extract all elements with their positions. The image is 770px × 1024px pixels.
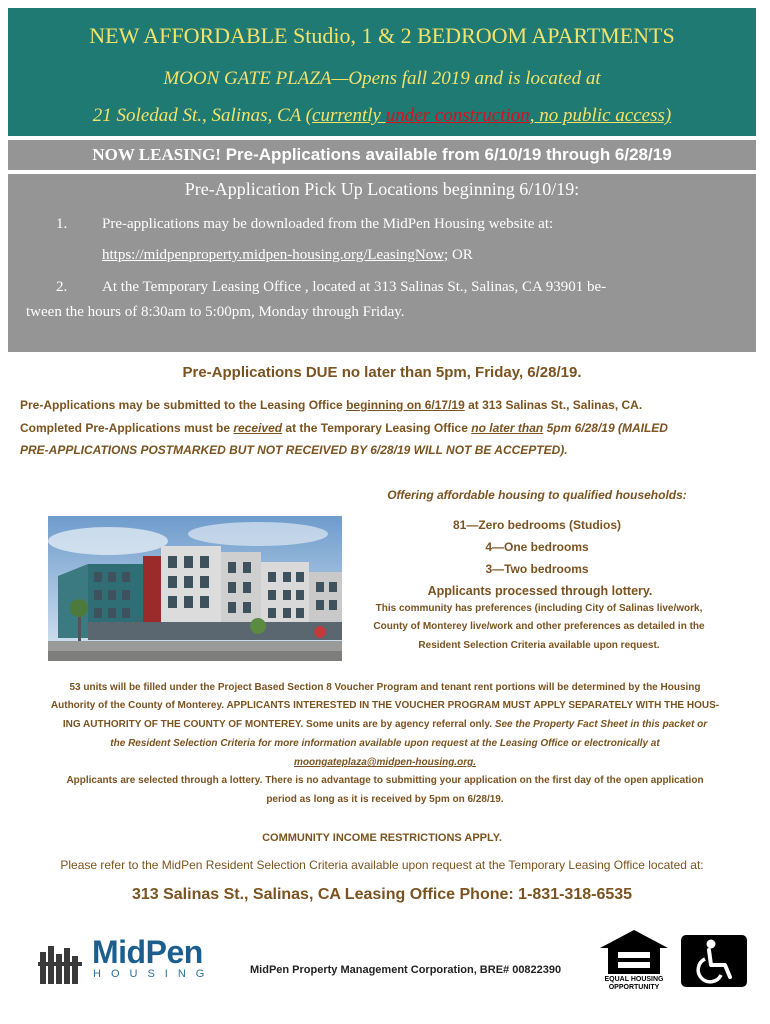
voucher-paragraph-line: Authority of the County of Monterey. APPLICANTS INTERESTED IN THE VOUCHER PROGRAM MUST APPLY SEPARATELY WITH THE HOUS- xyxy=(50,700,720,711)
pickup-url-line xyxy=(102,247,473,264)
pickup-item-office-hours: tween the hours of 8:30am to 5:00pm, Monday through Friday. xyxy=(26,304,405,320)
pickup-title: Pre-Application Pick Up Locations beginning 6/10/19: xyxy=(184,179,580,199)
lottery-paragraph-line: Applicants are selected through a lottery. There is no advantage to submitting your application on the first day of the open application xyxy=(66,775,704,786)
unit-count-studio: 81—Zero bedrooms (Studios) xyxy=(452,518,622,532)
midpen-mark-icon xyxy=(38,942,88,986)
voucher-paragraph-line: the Resident Selection Criteria for more information available upon request at the Leasing Office or electronically at xyxy=(110,738,660,749)
voucher-paragraph-line: 53 units will be filled under the Project Based Section 8 Voucher Program and tenant rent portions will be determined by the Housing xyxy=(69,682,701,693)
submit-text: at the Temporary Leasing Office xyxy=(282,421,472,435)
page-title: NEW AFFORDABLE Studio, 1 & 2 BEDROOM APARTMENTS xyxy=(89,23,675,48)
list-number: 2. xyxy=(56,279,68,295)
no-later-than-emphasis: no later than xyxy=(471,421,544,435)
address-construction-note: under construction xyxy=(385,105,530,126)
preferences-line: County of Monterey live/work and other preferences as detailed in the xyxy=(373,621,705,632)
received-emphasis: received xyxy=(233,421,283,435)
now-leasing-label: NOW LEASING! xyxy=(92,145,221,164)
or-text: OR xyxy=(448,247,473,263)
submit-start-date: beginning on 6/17/19 xyxy=(346,398,465,412)
unit-count-one-bedroom: 4—One bedrooms xyxy=(485,540,589,554)
midpen-logo-subtext: HOUSING xyxy=(93,968,215,980)
building-photo xyxy=(48,516,342,661)
offering-heading: Offering affordable housing to qualified households: xyxy=(387,488,687,502)
application-dates: Pre-Applications available from 6/10/19 through 6/28/19 xyxy=(220,145,672,164)
submit-text: 5pm 6/28/19 (MAILED xyxy=(543,421,668,435)
refer-statement: Please refer to the MidPen Resident Selection Criteria available upon request at the Temporary Leasing Office located at: xyxy=(60,858,704,872)
eho-text: EQUAL HOUSING xyxy=(604,976,664,983)
pickup-item-office: At the Temporary Leasing Office , located at 313 Salinas St., Salinas, CA 93901 be- xyxy=(102,279,607,295)
due-date-notice: Pre-Applications DUE no later than 5pm, Friday, 6/28/19. xyxy=(182,364,582,381)
building-illustration xyxy=(48,516,342,661)
address-currently: currently xyxy=(312,105,386,126)
equal-housing-label xyxy=(596,976,672,992)
lottery-paragraph-line: period as long as it is received by 5pm on 6/28/19. xyxy=(266,794,504,805)
midpen-logo-text: MidPen xyxy=(92,934,203,970)
header-banner xyxy=(8,8,756,136)
email-link[interactable]: moongateplaza@midpen-housing.org. xyxy=(294,757,476,768)
submit-line: PRE-APPLICATIONS POSTMARKED BUT NOT RECEIVED BY 6/28/19 WILL NOT BE ACCEPTED). xyxy=(20,443,568,457)
property-subtitle: MOON GATE PLAZA—Opens fall 2019 and is located at xyxy=(163,68,601,89)
eho-text: OPPORTUNITY xyxy=(608,984,660,991)
house-icon xyxy=(596,928,672,976)
corporation-line: MidPen Property Management Corporation, BRE# 00822390 xyxy=(250,964,562,976)
unit-count-two-bedroom: 3—Two bedrooms xyxy=(485,562,589,576)
wheelchair-icon xyxy=(681,935,747,987)
submit-line xyxy=(20,398,750,412)
list-number: 1. xyxy=(56,216,68,232)
address-end: , no public access) xyxy=(529,105,672,126)
pickup-item-download: Pre-applications may be downloaded from the MidPen Housing website at: xyxy=(102,216,554,232)
midpen-website-link[interactable]: https://midpenproperty.midpen-housing.org/LeasingNow; xyxy=(102,247,449,263)
midpen-logo-icon xyxy=(38,942,88,986)
voucher-italic-text: See the Property Fact Sheet in this packet or xyxy=(494,719,708,730)
leasing-office-contact: 313 Salinas St., Salinas, CA Leasing Office Phone: 1-831-318-6535 xyxy=(131,886,633,903)
voucher-text: ING AUTHORITY OF THE COUNTY OF MONTEREY. Some units are by agency referral only. xyxy=(62,719,495,730)
income-restrictions-notice: COMMUNITY INCOME RESTRICTIONS APPLY. xyxy=(262,832,502,844)
submit-text: at 313 Salinas St., Salinas, CA. xyxy=(464,398,643,412)
wheelchair-accessible-icon xyxy=(681,935,747,987)
lottery-statement: Applicants processed through lottery. xyxy=(427,584,653,598)
address-text: 21 Soledad St., Salinas, CA ( xyxy=(92,105,313,126)
now-leasing-bar xyxy=(8,140,756,170)
voucher-paragraph-line xyxy=(20,719,750,730)
property-address xyxy=(8,105,756,127)
preferences-line: Resident Selection Criteria available upon request. xyxy=(418,640,660,651)
submit-text: Completed Pre-Applications must be xyxy=(20,421,234,435)
preferences-line: This community has preferences (including City of Salinas live/work, xyxy=(375,603,703,614)
submit-text: Pre-Applications may be submitted to the Leasing Office xyxy=(20,398,347,412)
submit-line xyxy=(20,421,750,435)
pickup-locations-box xyxy=(8,174,756,352)
